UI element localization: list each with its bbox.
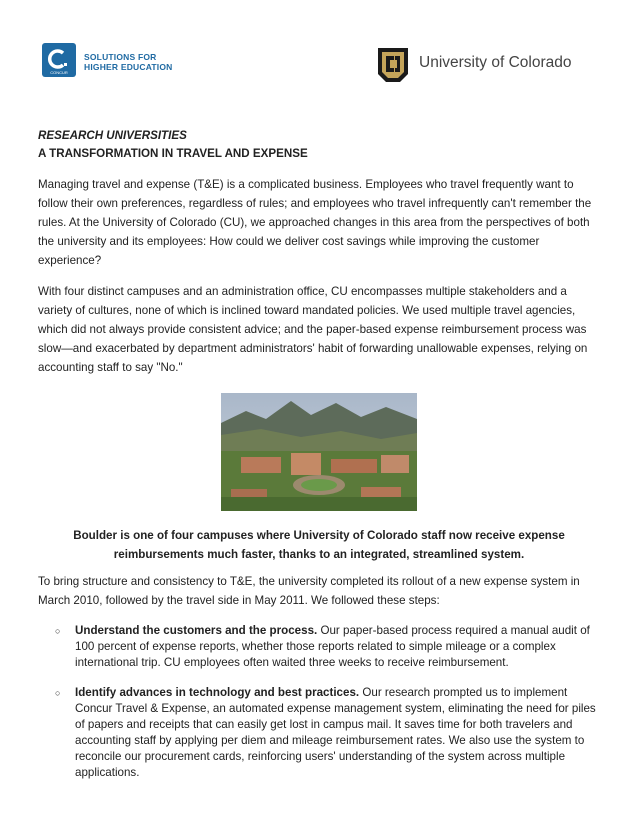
paragraph-campuses: With four distinct campuses and an administration office, CU encompasses multiple stakeholders and a variety of cultures, none of which is inclined toward mandated policies. We used multiple travel agencies, which did not always provide consistent advice; and the paper-based expense reimbursement process was slow—and exacerbated by department administrators' habit of forwarding unallowable expenses, relying on accounting staff to say "No." (38, 285, 588, 374)
step-text: Our research prompted us to implement Concur Travel & Expense, an automated expense management system, eliminating the need for piles of papers and receipts that can easily get lost in campus mail. It saves time for both travelers and accounting staff by applying per diem and mileage reimbursement rates. We also use the system to reconcile our procurement cards, reinforcing users' understanding of the system across multiple applications. (75, 686, 596, 779)
university-name: University of Colorado (419, 54, 572, 71)
photo-caption: Boulder is one of four campuses where University of Colorado staff now receive expense reimbursements much faster, thanks to an integrated, streamlined system. (73, 529, 565, 561)
step-heading: Understand the customers and the process. (75, 624, 318, 637)
bullet-circle-icon: ○ (55, 626, 61, 636)
page-header (0, 0, 638, 110)
paragraph-intro: Managing travel and expense (T&E) is a complicated business. Employees who travel frequently want to follow their own preferences, regardless of rules; and employees who travel infrequently can't remember the rules. At the University of Colorado (CU), we approached changes in this area from the perspectives of both the university and its employees: How could we deliver cost savings while improving the customer experience? (38, 178, 592, 267)
list-item (55, 685, 600, 781)
bullet-circle-icon: ○ (55, 688, 61, 698)
concur-tagline-line2: HIGHER EDUCATION (84, 62, 173, 72)
step-heading: Identify advances in technology and best practices. (75, 686, 360, 699)
concur-logo-icon (42, 43, 76, 77)
steps-list (55, 623, 600, 795)
concur-tagline (84, 52, 173, 72)
article-title: A TRANSFORMATION IN TRAVEL AND EXPENSE (38, 147, 308, 160)
step-text: Our paper-based process required a manual audit of 100 percent of expense reports, whether those reports related to simple mileage or a complex international trip. CU employees often waited three weeks to receive reimbursement. (75, 624, 590, 669)
article-body (38, 127, 600, 377)
boulder-campus-photo (221, 393, 417, 511)
concur-tagline-line1: SOLUTIONS FOR (84, 52, 157, 62)
paragraph-steps-intro: To bring structure and consistency to T&E, the university completed its rollout of a new expense system in March 2010, followed by the travel side in May 2011. We followed these steps: (38, 575, 580, 607)
cu-logo-icon (374, 44, 412, 84)
list-item (55, 623, 600, 671)
article-kicker: RESEARCH UNIVERSITIES (38, 129, 187, 142)
concur-logo-text: CONCUR (50, 70, 68, 75)
